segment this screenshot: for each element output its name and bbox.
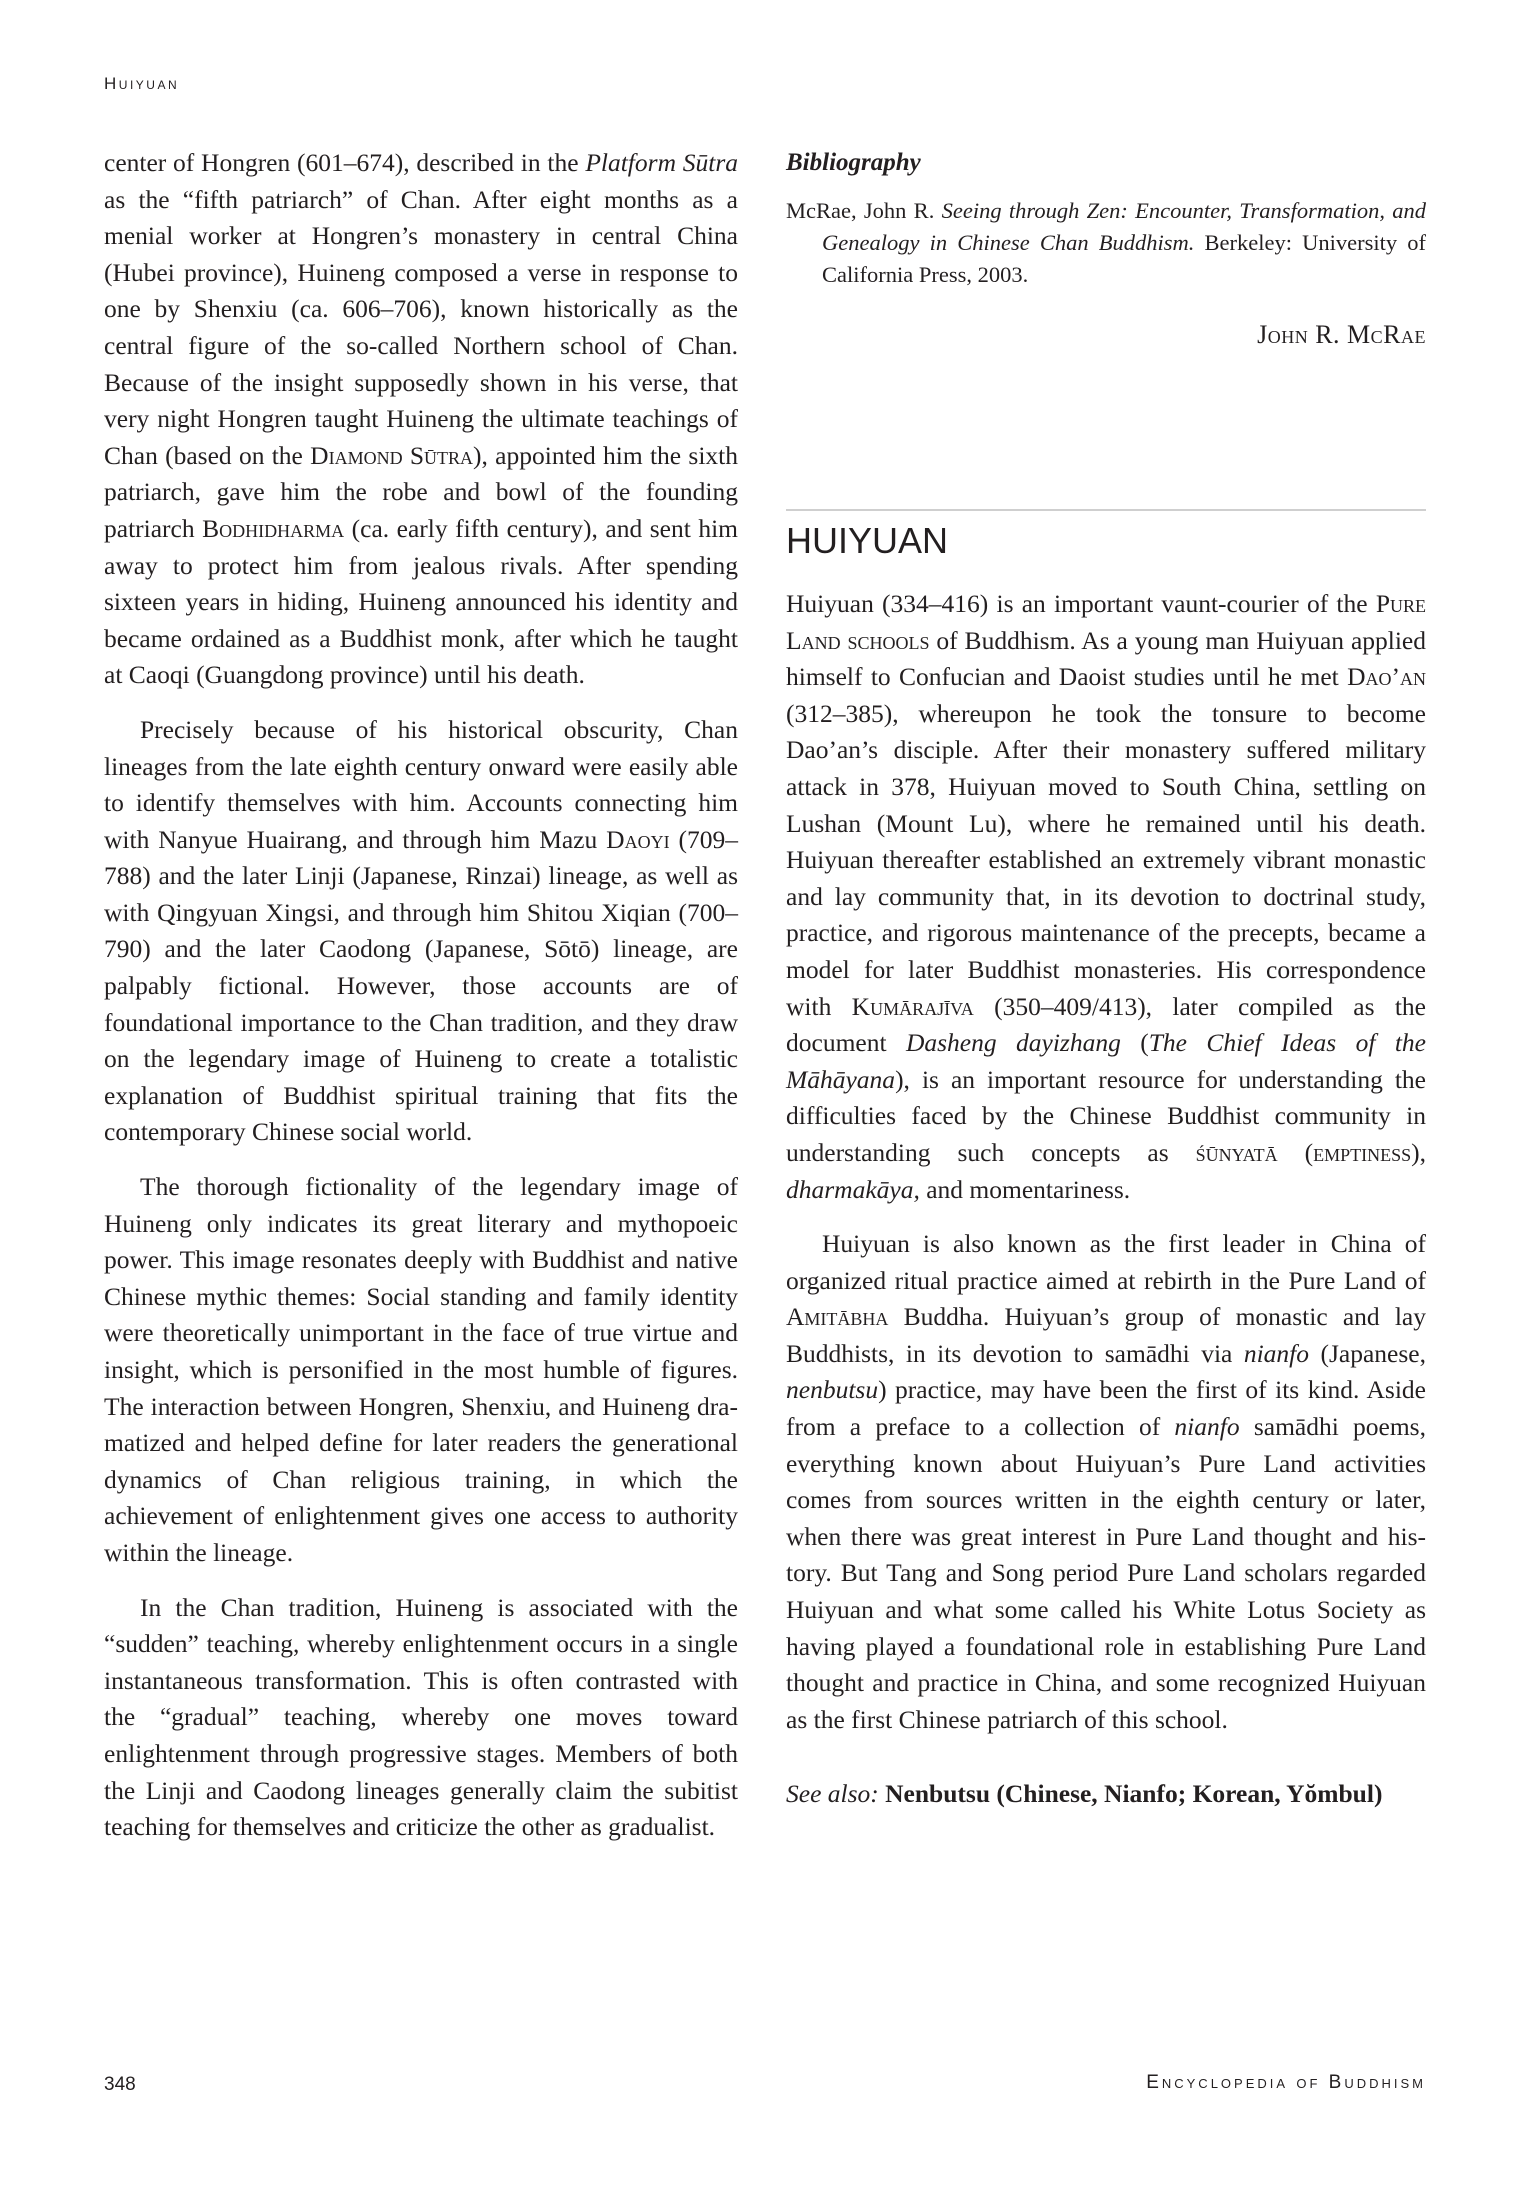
see-also-link[interactable]: Nenbutsu (Chinese, Nianfo; Korean, Yŏmbul) [885, 1779, 1383, 1809]
text-run: nenbutsu [786, 1375, 879, 1405]
entry-divider [786, 509, 1426, 511]
entry-title: HUIYUAN [786, 520, 949, 561]
cross-reference[interactable]: Dao’an [1347, 662, 1426, 692]
text-run: The Chief Ideas of the Māhāyana [786, 1028, 1426, 1094]
text-run: (350–409/413), later compiled as the document [786, 991, 1426, 1058]
text-run: as the “fifth patriarch” of Chan. After eight months as a menial worker at Hongren’s monastery in central China (Hubei province), Huineng composed a verse in response to one by Shenxiu (ca. 606–706), known historically as the central figure of the so-called Northern school of Chan. Because of the insight supposedly shown in his verse, that very night Hongren taught Huineng the ultimate teachings of Chan (based on the [104, 184, 738, 470]
text-run: Buddha. Huiyuan’s group of monastic and lay Buddhists, in its devotion to samādhi via [786, 1302, 1426, 1368]
text-run: In the Chan tradition, Huineng is associated with the “sudden” teaching, whereby enlightenment occurs in a single instantaneous transformation. This is often contrasted with the “gradual” teaching, whereby one moves toward enlightenment through progressive stages. Members of both the Linji and Caodong lineages generally claim the subitist teaching for themselves and criticize the other as gradualist. [104, 1592, 738, 1842]
page-number: 348 [104, 2074, 136, 2095]
cross-reference[interactable]: Amitābha [786, 1302, 889, 1332]
see-also [786, 1776, 1426, 1813]
publication-title: Encyclopedia of Buddhism [1146, 2072, 1426, 2093]
text-run: nianfo [1243, 1338, 1310, 1368]
text-run: ), is an important resource for understanding the difficulties faced by the Chinese Buddhist community in understanding such concepts as [786, 1064, 1426, 1167]
text-run: The thorough fictionality of the legendary image of Huineng only indicates its great literary and mythopoeic power. This image resonates deeply with Buddhist and native Chinese mythic themes: Social standing and family identity were theoretically unimportant in the face of true virtue and insight, which is personified in the most humble of figures. The interaction between Hongren, Shenxiu, and Huineng dramatized and helped define for later readers the generational dynamics of Chan religious training, in which the achievement of enlightenment gives one access to authority within the lineage. [104, 1172, 738, 1567]
text-run: Huiyuan (334–416) is an important vaunt-courier of the [786, 589, 1376, 618]
entry-body [786, 586, 1426, 1839]
text-run: nianfo [1174, 1412, 1240, 1442]
text-run: Precisely because of his historical obscurity, Chan lineages from the late eighth century onward were easily able to identify themselves with him. Accounts connecting him with Nanyue Huairang, and through him Mazu [104, 714, 738, 854]
cross-reference[interactable]: Daoyi [606, 824, 670, 854]
paragraph [104, 1590, 738, 1846]
text-run: dharmakāya, [786, 1174, 920, 1204]
bibliography-section [786, 145, 1426, 354]
text-run: ), appointed him the sixth patriarch, gave him the robe and bowl of the founding patriarch [104, 440, 738, 543]
text-run: Huiyuan is also known as the first leader in China of organized ritual practice aimed at rebirth in the Pure Land of [786, 1229, 1426, 1295]
running-head: Huiyuan [104, 74, 180, 93]
text-run: , [1419, 1137, 1426, 1167]
cross-reference[interactable]: Diamond Sūtra [310, 440, 474, 470]
text-run: of Buddhism. As a young man Huiyuan applied himself to Confucian and Daoist studies until he met [786, 625, 1426, 692]
text-run: McRae, John R. [786, 198, 942, 223]
text-run: (Japanese, [1309, 1338, 1426, 1368]
text-run: ( [1120, 1028, 1149, 1058]
text-run: Berkeley: University of California Press, 2003. [822, 230, 1426, 287]
text-run: Seeing through Zen: Encounter, Transformation, and Genealogy in Chinese Chan Buddhism. [822, 198, 1426, 255]
text-run: Platform Sūtra [585, 148, 738, 177]
paragraph [104, 1169, 738, 1572]
paragraph [104, 712, 738, 1151]
bibliography-heading: Bibliography [786, 149, 921, 176]
cross-reference[interactable]: Bodhidharma [202, 513, 345, 543]
text-run: Dasheng dayizhang [905, 1028, 1121, 1058]
paragraph [786, 1226, 1426, 1738]
text-run: center of Hongren (601–674), described in the [104, 148, 586, 177]
author-byline: John R. McRae [1257, 320, 1426, 349]
bibliography-entry [786, 195, 1426, 291]
text-run: samādhi poems, everything known about Huiyuan’s Pure Land activities comes from sources written in the eighth century or later, when there was great interest in Pure Land thought and history. But Tang and Song period Pure Land scholars regarded Huiyuan and what some called his White Lotus Society as having played a foundational role in establishing Pure Land thought and practice in China, and some recognized Huiyuan as the first Chinese patriarch of this school. [786, 1412, 1426, 1734]
text-run: (709–788) and the later Linji (Japanese, Rinzai) lineage, as well as with Qingyuan Xingsi, and through him Shitou Xiqian (700–790) and the later Caodong (Japanese, Sōtō) lineage, are palpably fictional. However, those accounts are of foundational importance to the Chan tradition, and they draw on the legendary image of Huineng to create a totalistic explanation of Buddhist spiritual training that fits the contemporary Chinese social world. [104, 824, 738, 1147]
left-column [104, 145, 738, 1864]
text-run: ) practice, may have been the first of its kind. Aside from a preface to a collection of [786, 1375, 1426, 1442]
see-also-label: See also: [786, 1779, 879, 1809]
cross-reference[interactable]: śūnyatā (emptiness) [1195, 1137, 1420, 1167]
text-run: and momentariness. [919, 1174, 1131, 1204]
text-run: (ca. early fifth century), and sent him away to protect him from jealous rivals. After spending sixteen years in hiding, Huineng announced his identity and became ordained as a Buddhist monk, after which he taught at Caoqi (Guangdong province) until his death. [104, 513, 738, 690]
cross-reference[interactable]: Kumārajīva [851, 991, 974, 1021]
paragraph [786, 586, 1426, 1208]
paragraph [104, 145, 738, 694]
cross-reference[interactable]: Pure Land schools [786, 589, 1426, 655]
text-run: (312–385), whereupon he took the tonsure to become Dao’an’s disciple. After their monastery suffered military attack in 378, Huiyuan moved to South China, settling on Lushan (Mount Lu), where he remained until his death. Huiyuan thereafter established an extremely vibrant monastic and lay community that, in its devotion to doctrinal study, practice, and rigorous maintenance of the precepts, became a model for later Buddhist monasteries. His correspondence with [786, 698, 1426, 1021]
